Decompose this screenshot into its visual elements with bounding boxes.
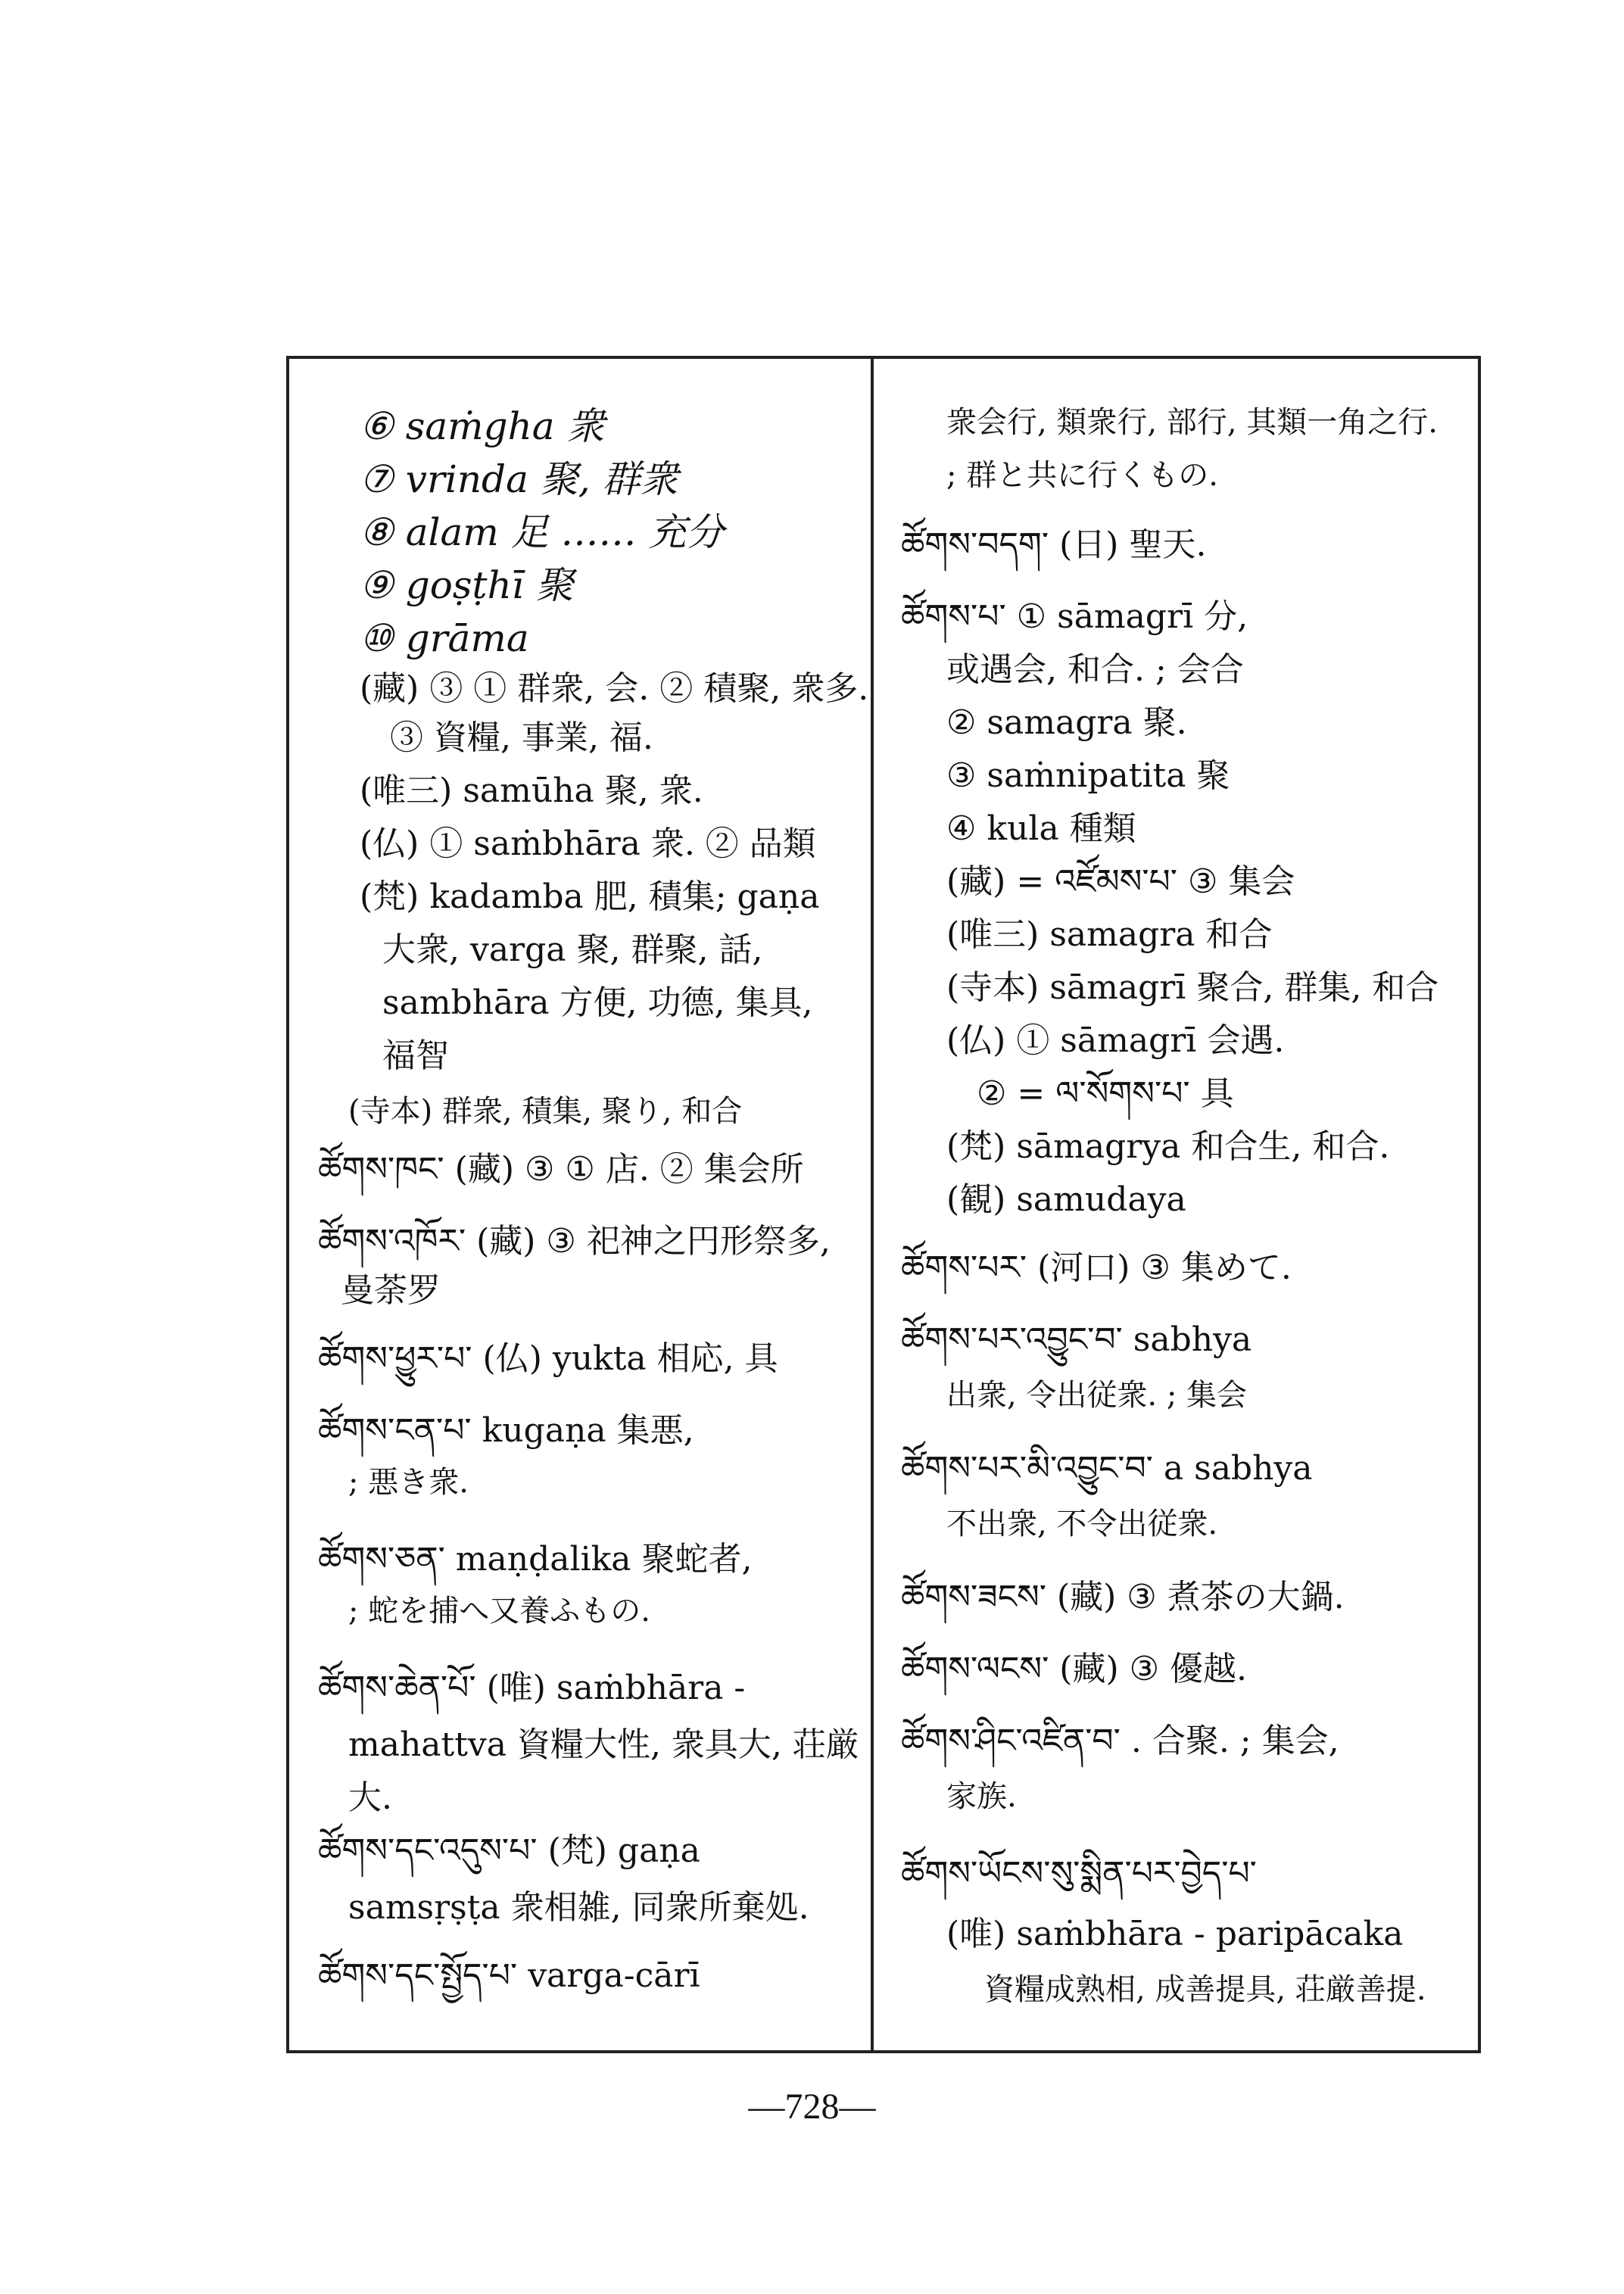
entry-line: ; 蛇を捕へ又養ふもの. <box>348 1594 650 1629</box>
headword-line: ཚོགས་ཁང་ (藏) ③ ① 店. ② 集会所 <box>318 1150 804 1189</box>
headword-line: ཚོགས་པ་ ① sāmagrī 分, <box>901 597 1248 636</box>
entry-line: (梵) sāmagrya 和合生, 和合. <box>946 1127 1390 1166</box>
headword-line: ཚོགས་ངན་པ་ kugaṇa 集悪, <box>318 1411 694 1450</box>
headword-line: ཚོགས་ཡོངས་སུ་སྨིན་པར་བྱེད་པ་ <box>901 1854 1257 1893</box>
entry-line: (唯三) samagra 和合 <box>946 915 1273 954</box>
entry-line: 或遇会, 和合. ; 会合 <box>946 650 1244 689</box>
page-number: —728— <box>748 2087 876 2127</box>
headword-line: ཚོགས་པར་མི་འབྱུང་བ་ a sabhya <box>901 1449 1313 1488</box>
entry-line: (寺本) 群衆, 積集, 聚り, 和合 <box>348 1094 743 1129</box>
headword-line: ཚོགས་པར་ (河口) ③ 集めて. <box>901 1248 1292 1287</box>
entry-line: 衆会行, 類衆行, 部行, 其類一角之行. <box>946 405 1439 440</box>
headword-line: ཚོགས་པར་འབྱུང་བ་ sabhya <box>901 1320 1252 1359</box>
headword-line: ཚོགས་ཆེན་པོ་ (唯) saṁbhāra - <box>318 1669 746 1707</box>
entry-line: samsṛṣṭa 衆相雑, 同衆所棄処. <box>348 1888 809 1927</box>
entry-line: (仏) ① sāmagrī 会遇. <box>946 1021 1285 1060</box>
entry-line: 出衆, 令出従衆. ; 集会 <box>946 1378 1248 1413</box>
column-divider <box>871 356 874 2053</box>
headword-line: ཚོགས་ཕྱུར་པ་ (仏) yukta 相応, 具 <box>318 1339 778 1378</box>
headword-line: ཚོགས་ལངས་ (藏) ③ 優越. <box>901 1650 1248 1688</box>
entry-line: mahattva 資糧大性, 衆具大, 荘厳 <box>348 1725 859 1764</box>
headword-line: ཚོགས་དང་སྤྱོད་པ་ varga-cārī <box>318 1956 700 1995</box>
entry-line: ③ 資糧, 事業, 福. <box>390 718 653 757</box>
headword-line: ཚོགས་དང་འདུས་པ་ (梵) gaṇa <box>318 1831 700 1870</box>
entry-line: 家族. <box>946 1779 1017 1814</box>
entry-line: ; 悪き衆. <box>348 1465 469 1500</box>
entry-line: 曼荼罗 <box>341 1271 441 1310</box>
entry-line: (観) samudaya <box>946 1180 1186 1219</box>
entry-line: 大. <box>348 1778 392 1817</box>
entry-line: ③ saṁnipatita 聚 <box>946 756 1230 795</box>
entry-line: 不出衆, 不令出従衆. <box>946 1507 1218 1541</box>
entry-line: ⑧ alam 足 …… 充分 <box>360 510 725 554</box>
entry-line: 福智 <box>382 1036 449 1075</box>
page-frame <box>286 356 1481 2053</box>
entry-line: (梵) kadamba 肥, 積集; gaṇa <box>360 877 820 916</box>
entry-line: 大衆, varga 聚, 群聚, 話, <box>382 930 763 969</box>
headword-line: ཚོགས་ཤིང་འཛིན་བ་ . 合聚. ; 集会, <box>901 1722 1339 1760</box>
entry-line: ⑥ saṁgha 衆 <box>360 404 605 448</box>
headword-line: ཚོགས་ཟངས་ (藏) ③ 煮茶の大鍋. <box>901 1578 1345 1616</box>
headword-line: ཚོགས་བདག་ (日) 聖天. <box>901 525 1207 564</box>
entry-line: 資糧成熟相, 成善提具, 荘厳善提. <box>984 1972 1426 2007</box>
entry-line: ④ kula 種類 <box>946 809 1136 848</box>
entry-line: (藏) = འཛོམས་པ་ ③ 集会 <box>946 862 1295 901</box>
entry-line: ② samagra 聚. <box>946 703 1187 742</box>
entry-line: (藏) ③ ① 群衆, 会. ② 積聚, 衆多. <box>360 669 869 708</box>
entry-line: ⑩ grāma <box>360 616 529 660</box>
entry-line: (唯三) samūha 聚, 衆. <box>360 771 703 810</box>
headword-line: ཚོགས་ཅན་ maṇḍalika 聚蛇者, <box>318 1540 753 1579</box>
entry-line: ⑨ goṣṭhī 聚 <box>360 563 574 607</box>
entry-line: ⑦ vrinda 聚, 群衆 <box>360 457 678 501</box>
entry-line: (寺本) sāmagrī 聚合, 群集, 和合 <box>946 968 1439 1007</box>
entry-line: ; 群と共に行くもの. <box>946 458 1218 493</box>
entry-line: (仏) ① saṁbhāra 衆. ② 品類 <box>360 824 816 863</box>
entry-line: sambhāra 方便, 功德, 集具, <box>382 983 813 1022</box>
headword-line: ཚོགས་འཁོར་ (藏) ③ 祀神之円形祭多, <box>318 1222 831 1261</box>
entry-line: (唯) saṁbhāra - paripācaka <box>946 1915 1404 1953</box>
entry-line: ② = ལ་སོགས་པ་ 具 <box>977 1074 1234 1113</box>
